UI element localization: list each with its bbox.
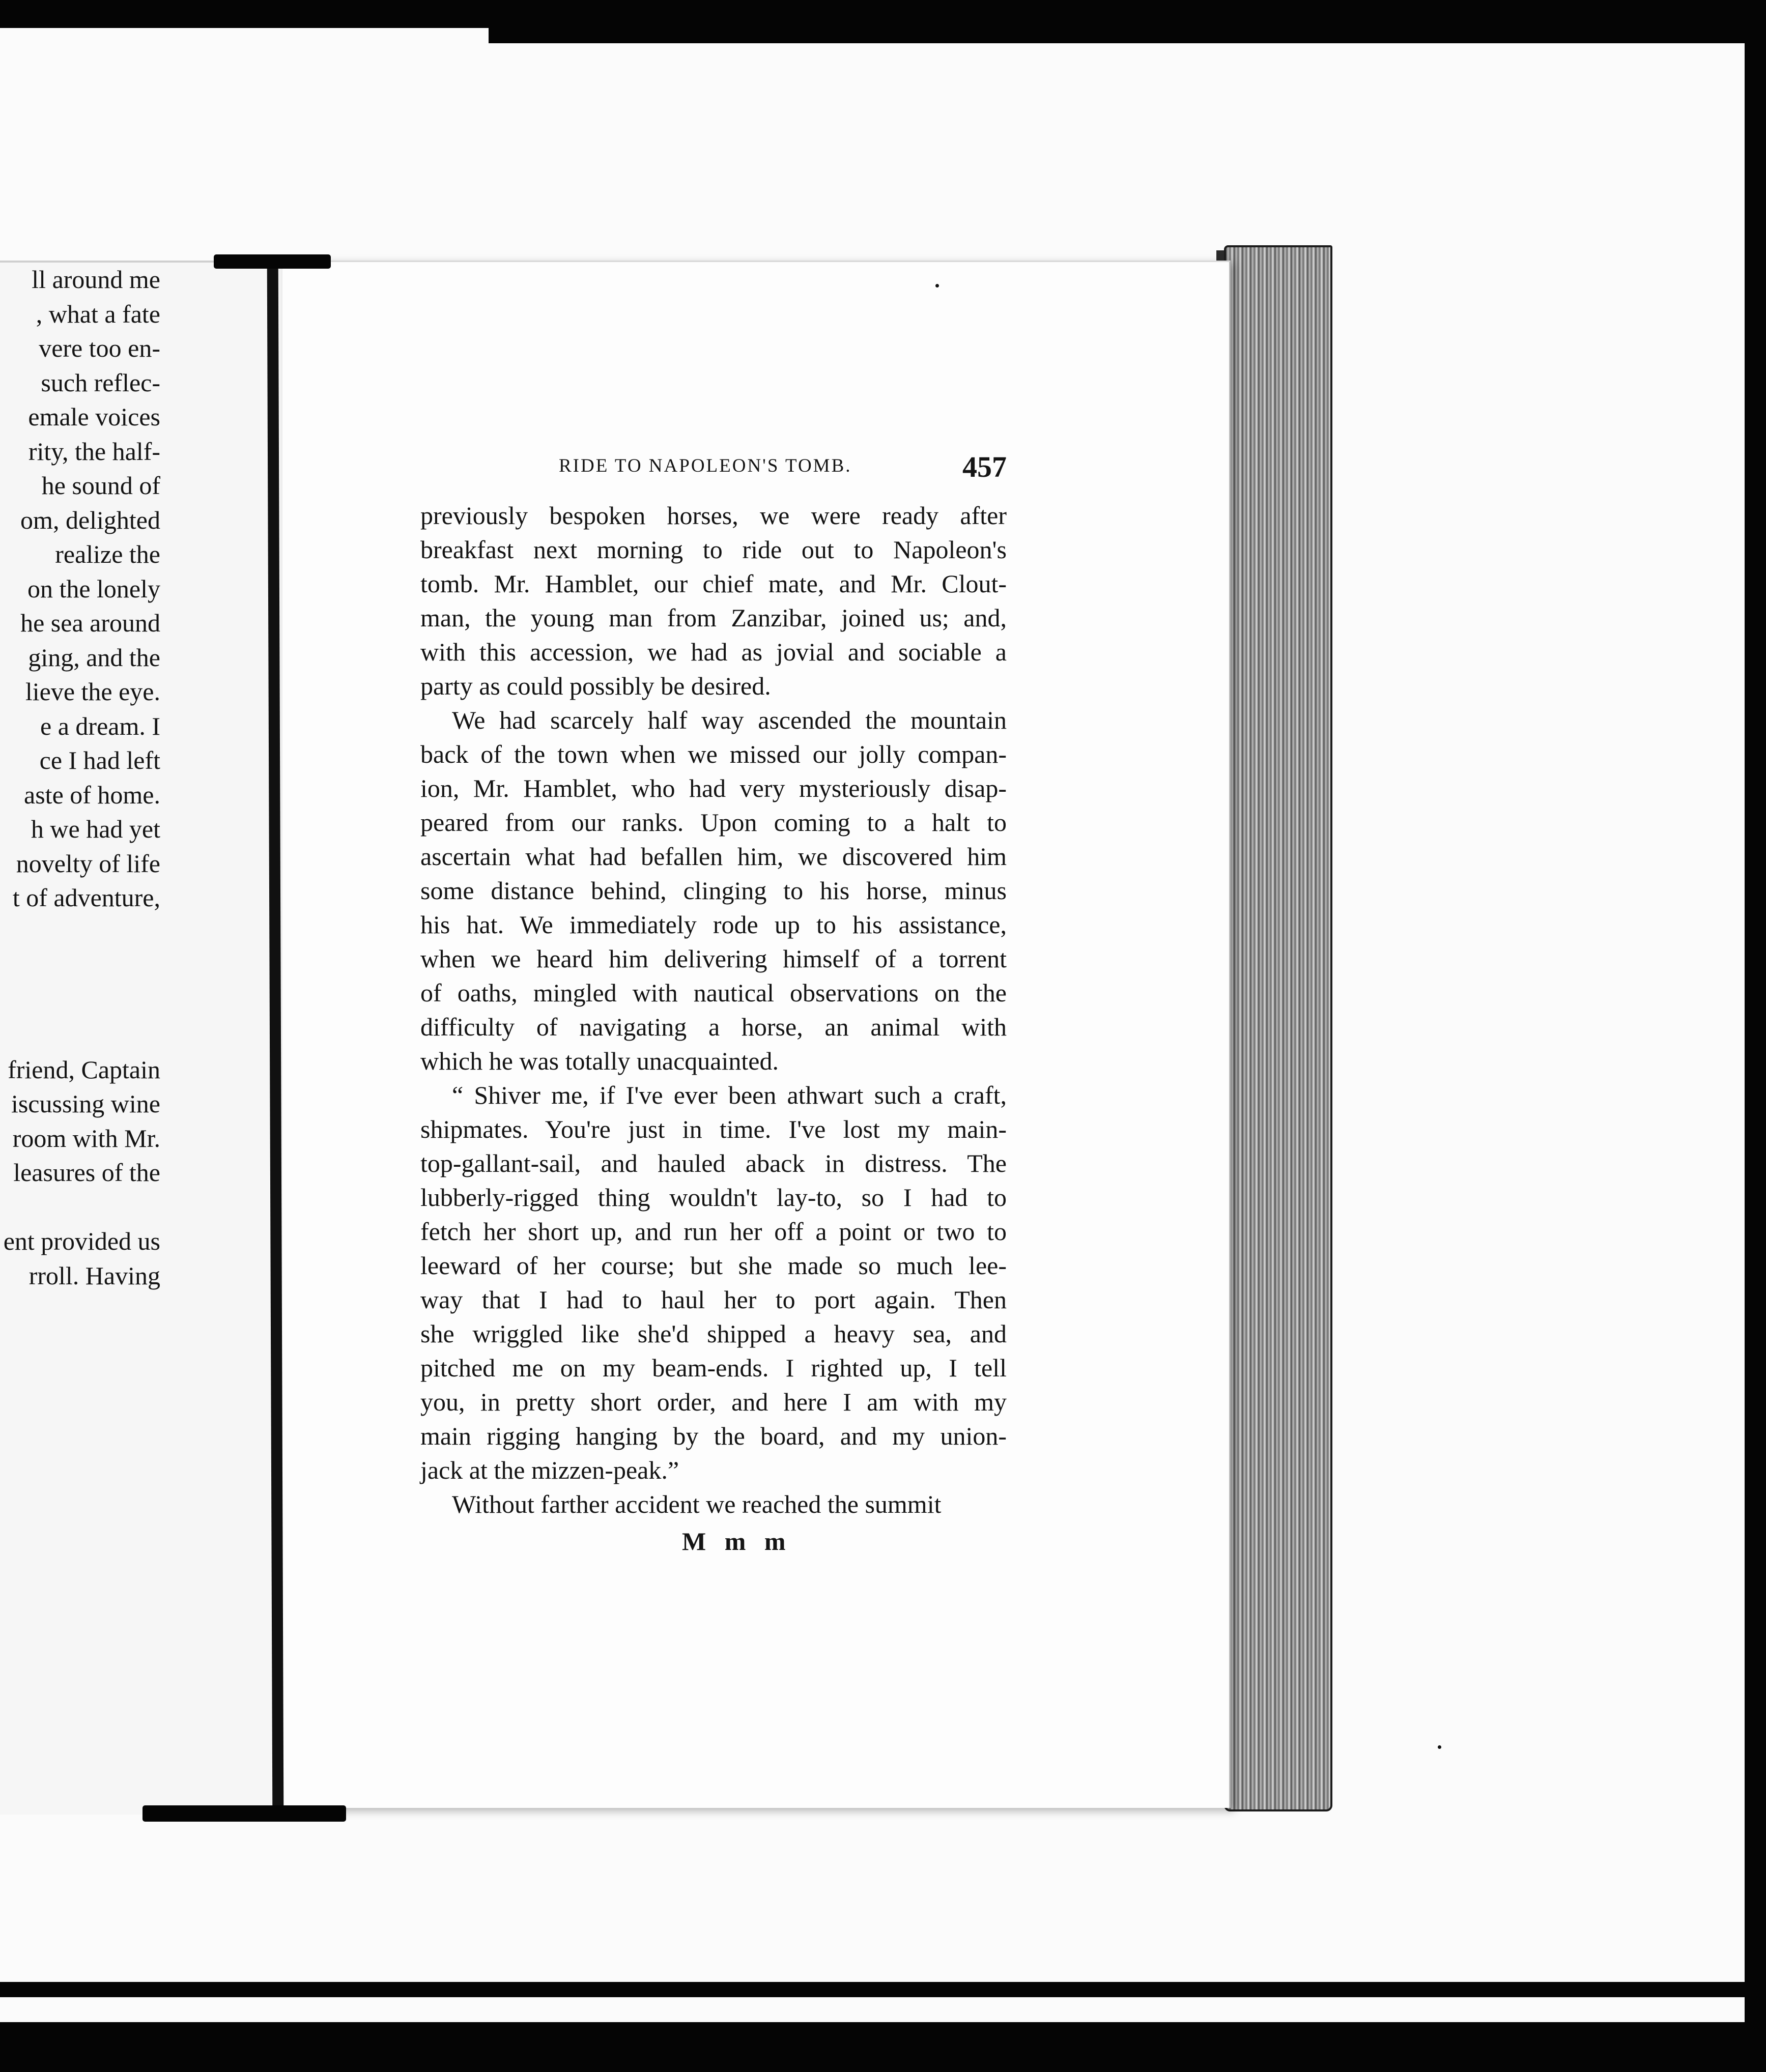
text-line: ion, Mr. Hamblet, who had very mysteriously disap- [420, 774, 1007, 802]
scan-border-right [1745, 0, 1766, 2072]
left-page-line: realize the [55, 540, 160, 568]
text-line: party as could possibly be desired. [420, 672, 771, 700]
text-line: We had scarcely half way ascended the mountain [452, 706, 1007, 734]
text-line: jack at the mizzen-peak.” [420, 1456, 679, 1484]
page-clip-bottom [143, 1805, 346, 1822]
text-line: ascertain what had befallen him, we discovered him [420, 842, 1007, 871]
text-line: peared from our ranks. Upon coming to a halt to [420, 808, 1007, 837]
left-page-line [0, 1190, 160, 1225]
running-header [559, 450, 1007, 483]
left-page-line: ll around me [32, 265, 160, 294]
left-page-line: lieve the eye. [25, 677, 160, 706]
text-line: Without farther accident we reached the summit [452, 1490, 942, 1518]
left-page-line: h we had yet [31, 815, 160, 843]
page-clip-top [214, 254, 331, 269]
left-page-line: he sea around [20, 609, 160, 637]
text-line: shipmates. You're just in time. I've lost my main- [420, 1115, 1007, 1143]
text-line: with this accession, we had as jovial and sociable a [420, 638, 1007, 666]
left-page-line: room with Mr. [12, 1124, 160, 1153]
text-line: breakfast next morning to ride out to Napoleon's [420, 535, 1007, 564]
left-page-line: on the lonely [27, 574, 160, 603]
left-page-line [0, 915, 160, 950]
left-page-line: emale voices [28, 402, 160, 431]
left-page-line: aste of home. [24, 780, 160, 809]
left-page-line: t of adventure, [12, 883, 160, 912]
scan-border-bottom [0, 2022, 1766, 2072]
scan-border-top-step [489, 0, 1766, 43]
text-line: man, the young man from Zanzibar, joined us; and, [420, 603, 1007, 632]
left-page-line: , what a fate [36, 299, 160, 328]
left-page-line: e a dream. I [40, 711, 160, 740]
text-line: tomb. Mr. Hamblet, our chief mate, and Mr. Clout- [420, 569, 1007, 598]
left-page-line: iscussing wine [11, 1089, 160, 1118]
text-line: “ Shiver me, if I've ever been athwart such a craft, [452, 1081, 1007, 1109]
left-page [0, 261, 282, 1815]
running-head-title: RIDE TO NAPOLEON'S TOMB. [559, 455, 852, 476]
text-line: top-gallant-sail, and hauled aback in distress. The [420, 1149, 1007, 1177]
text-line: when we heard him delivering himself of a torrent [420, 944, 1007, 973]
left-page-line: rity, the half- [28, 437, 160, 466]
left-page-line: novelty of life [16, 849, 160, 878]
text-line: pitched me on my beam-ends. I righted up, I tell [420, 1354, 1007, 1382]
scan-border-bottom-step [0, 1982, 1766, 1997]
text-line: of oaths, mingled with nautical observations on the [420, 979, 1007, 1007]
text-line: you, in pretty short order, and here I am with my [420, 1388, 1007, 1416]
body-text [420, 499, 1007, 1521]
left-page-line: vere too en- [39, 334, 160, 362]
text-line: back of the town when we missed our jolly compan- [420, 740, 1007, 768]
left-page-line: om, delighted [20, 505, 160, 534]
text-line: some distance behind, clinging to his horse, minus [420, 876, 1007, 905]
dust-speck [935, 284, 939, 287]
dust-speck [1438, 1745, 1441, 1749]
text-line: main rigging hanging by the board, and my union- [420, 1422, 1007, 1450]
left-page-line: ce I had left [39, 746, 160, 774]
left-page-line: ent provided us [3, 1227, 160, 1255]
text-line: fetch her short up, and run her off a point or two to [420, 1217, 1007, 1246]
text-line: leeward of her course; but she made so much lee- [420, 1251, 1007, 1280]
text-line: she wriggled like she'd shipped a heavy sea, and [420, 1319, 1007, 1348]
left-page-line [0, 1018, 160, 1053]
page-number: 457 [962, 450, 1007, 483]
left-page-line: leasures of the [13, 1158, 160, 1187]
left-page-line: friend, Captain [8, 1055, 160, 1084]
left-page-line [0, 984, 160, 1019]
text-line: his hat. We immediately rode up to his assistance, [420, 910, 1007, 939]
signature-mark: M m m [682, 1527, 792, 1556]
text-line: way that I had to haul her to port again. Then [420, 1285, 1007, 1314]
left-page-line: ging, and the [28, 643, 160, 672]
left-page-line [0, 949, 160, 984]
book-page-edges [1224, 245, 1332, 1811]
text-line: previously bespoken horses, we were ready after [420, 501, 1007, 530]
left-page-line: such reflec- [41, 368, 160, 397]
left-page-line: rroll. Having [29, 1261, 160, 1290]
left-page-text [0, 263, 160, 1293]
text-line: difficulty of navigating a horse, an animal with [420, 1013, 1007, 1041]
left-page-line: he sound of [41, 471, 160, 500]
text-line: which he was totally unacquainted. [420, 1047, 779, 1075]
text-line: lubberly-rigged thing wouldn't lay-to, so I had to [420, 1183, 1007, 1212]
